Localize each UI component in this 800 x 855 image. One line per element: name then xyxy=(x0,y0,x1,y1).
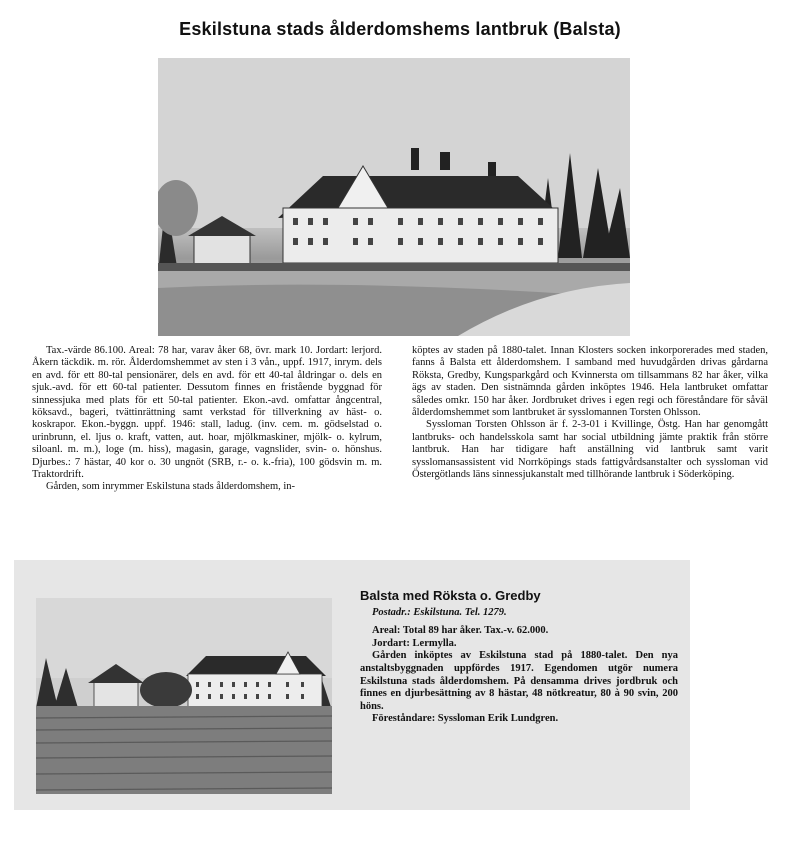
clipping-title: Balsta med Röksta o. Gredby xyxy=(360,588,541,603)
manager-line: Föreståndare: Syssloman Erik Lundgren. xyxy=(372,713,559,725)
clipping-text xyxy=(360,590,678,726)
paragraph: Tax.-värde 86.100. Areal: 78 har, varav åker 68, övr. mark 10. Jordart: lerjord. Åkern täckdik. m. rör. Ålderdomshemmet av sten i 3 vån., uppf. 1917, inrym. dels en avd. för ett 80-tal pensionärer, dels en avd. för ett 40-tal åldringar o. dels en sjuk.-avd. för ett 60-tal patienter. Dessutom finnes en fristående byggnad för sinnessjuka med plats för ett 50-tal patienter. Ekon.-avd. omfattar ångcentral, köksavd., bageri, tvättinrättning samt verkstad för tillverkning av häst- o. koskrapor. Ekon.-byggn. uppf. 1946: stall, ladug. (inv. cem. m. gödselstad o. urinbrunn, el. ljus o. kraft, vatten, aut. hoar, mjölkmaskiner, mjölk- o. kylrum, siloanl. m. m.), loge (m. hiss), magasin, garage, vagnslider, svin- o. hönshus. Djurbes.: 7 hästar, 40 kor o. 30 ungnöt (SRB, r.- o. k.-fria), 100 gödsvin m. m. Traktordrift. xyxy=(32,345,382,481)
text-column-left xyxy=(32,345,382,494)
text-column-right xyxy=(412,345,768,481)
article-title: Eskilstuna stads ålderdomshems lantbruk (Balsta) xyxy=(179,19,621,39)
postal-address: Postadr.: Eskilstuna. Tel. 1279. xyxy=(372,606,507,618)
area-line: Areal: Total 89 har åker. Tax.-v. 62.000. xyxy=(372,625,549,637)
photo-old-age-home xyxy=(158,58,630,336)
clipping-panel xyxy=(14,560,690,810)
photo-balsta xyxy=(36,598,332,794)
history-paragraph: Gården inköptes av Eskilstuna stad på 1880-talet. Den nya anstaltsbyggnaden uppfördes 1917. Egendomen utgör numera Eskilstuna stads ålderdomshem. På densamma drives jordbruk och finnes en djurbesättning av 8 hästar, 48 nötkreatur, 80 à 90 svin, 200 höns. xyxy=(360,650,678,712)
paragraph: köptes av staden på 1880-talet. Innan Klosters socken inkorporerades med staden, fanns å Balsta ett ålderdomshem. I samband med huvudgården drivas gårdarna Röksta, Gredby, Kungsparkgård och Kvinnersta om tillsammans 82 har åker, vilka ägs av staden. Den sistnämnda gården inköptes 1946. Hela lantbruket omfattar således omkr. 150 har åker. Jordbruket drives i egen regi och föreståndare för såväl ålderdomshemmet som lantbruket är sysslomannen Torsten Ohlsson. xyxy=(412,345,768,419)
soil-line: Jordart: Lermylla. xyxy=(372,637,457,649)
paragraph: Gården, som inrymmer Eskilstuna stads ålderdomshem, in- xyxy=(46,481,296,493)
paragraph: Syssloman Torsten Ohlsson är f. 2-3-01 i Kvillinge, Östg. Han har genomgått lantbruks- och handelsskola samt har social utbildning jämte praktik från större lantbruk. Han har tidigare haft anställning vid lantbruk samt varit sysslomansassistent vid Norrköpings stads fattigvårdsanstalter och syssloman vid Östergötlands läns sinnessjukanstalt med tillhörande lantbruk i Söderköping. xyxy=(412,419,768,481)
